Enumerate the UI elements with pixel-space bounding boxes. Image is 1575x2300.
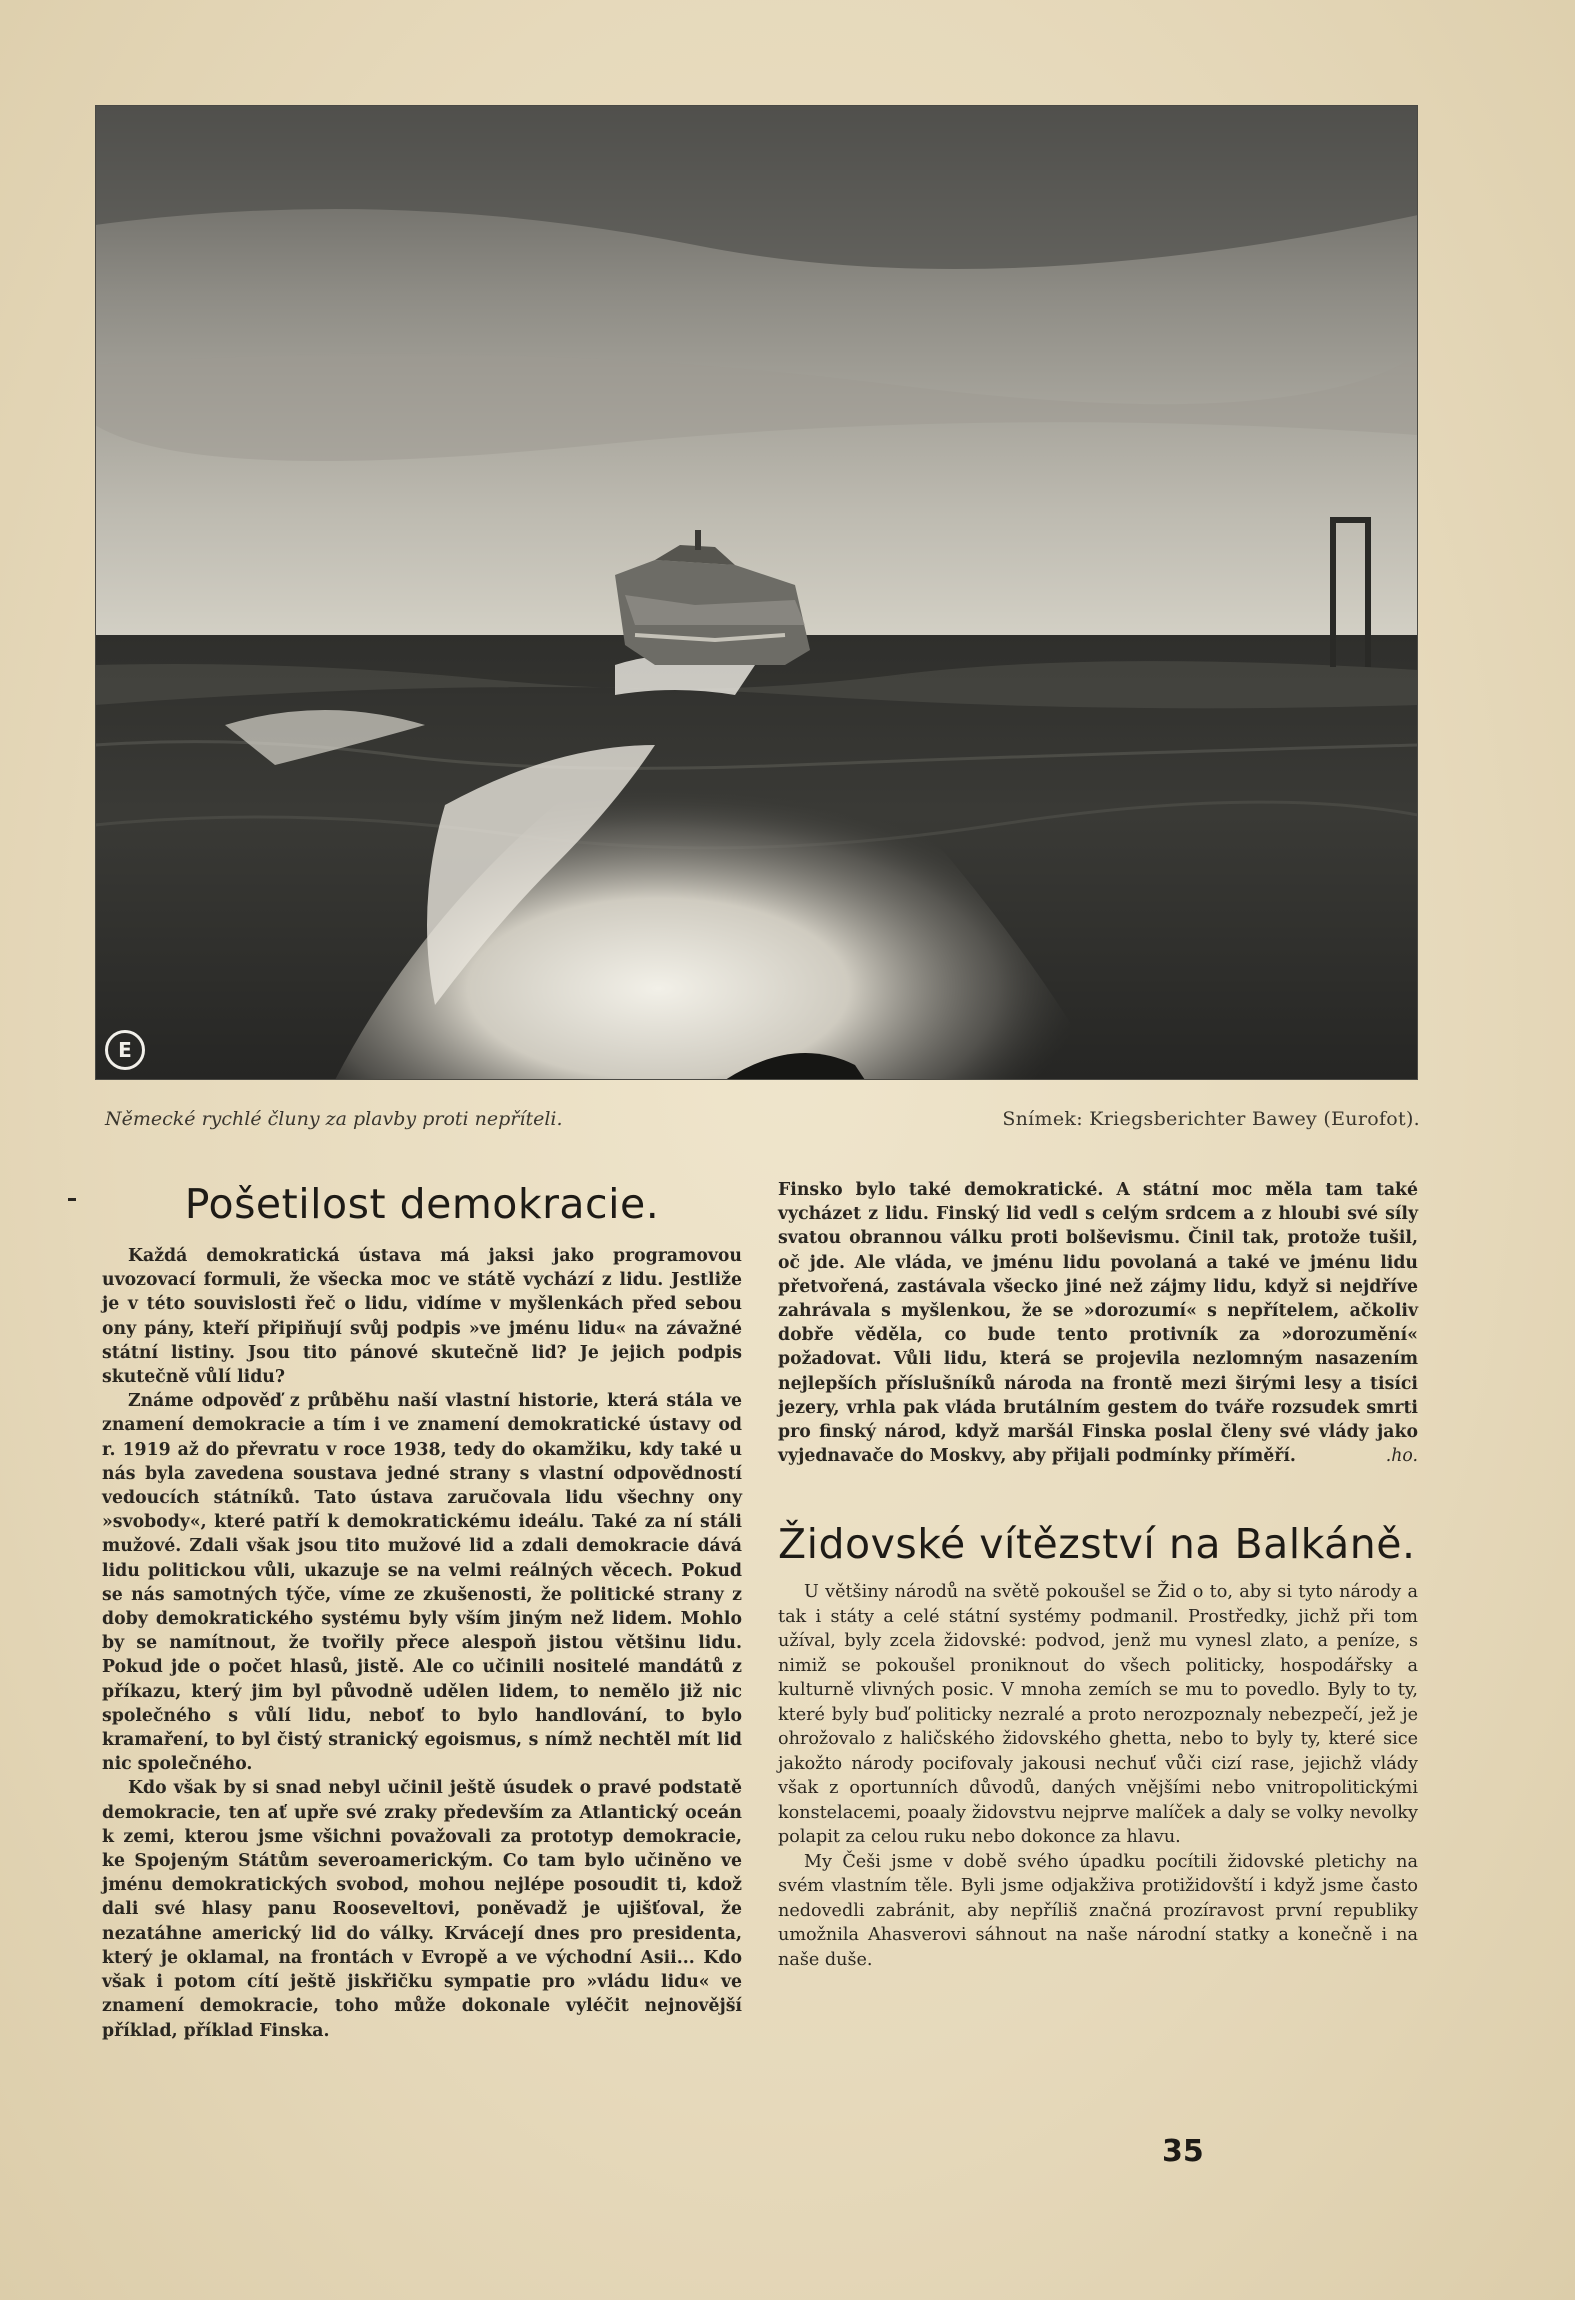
- caption-credit: Snímek: Kriegsberichter Bawey (Eurofot).: [1002, 1108, 1420, 1130]
- eurofot-logo: E: [105, 1030, 145, 1070]
- article-column-left: [102, 1178, 742, 2043]
- article2-title: Židovské vítězství na Balkáně.: [778, 1520, 1416, 1569]
- article1-paragraph-2: Známe odpověď z průběhu naší vlastní historie, která stála ve znamení demokracie a tím i ve znamení demokratické ústavy od r. 1919 až do převratu v roce 1938, tedy do okamžiku, kdy také u nás byla zavedena soustava jedné strany s vlastní odpovědností vedoucích státníků. Tato ústava zaručovala lidu všechny ony »svobody«, které patří k demokratickému ideálu. Také za ní stáli mužové. Zdali však jsou tito mužové lid a zdali demokracie dává lidu politickou vůli, ukazuje se na velmi reálných věcech. Pokud se nás samotných týče, víme ze zkušenosti, že politické strany z doby demokratického systému byly vším jiným než lidem. Mohlo by se namítnout, že tvořily přece alespoň jistou většinu lidu. Pokud jde o počet hlasů, jistě. Ale co učinili nositelé mandátů z příkazu, který jim byl původně udělen lidem, to nemělo již nic společného s vůlí lidu, neboť to bylo handlování, to bylo kramaření, to byl čistý stranický egoismus, s nímž nechtěl mít lid nic společného.: [102, 1391, 742, 1775]
- article1-title: Pošetilost demokracie.: [184, 1180, 660, 1228]
- photo-caption: [105, 1108, 1420, 1140]
- article1-continuation-block: [778, 1178, 1418, 1468]
- article-column-right: [778, 1178, 1418, 1972]
- page-number: 35: [1162, 2134, 1204, 2169]
- article1-signature: .ho.: [1385, 1446, 1418, 1467]
- photo-image: [95, 105, 1418, 1080]
- article1-paragraph-3: Kdo však by si snad nebyl učinil ještě úsudek o pravé podstatě demokracie, ten ať upře své zraky především za Atlantický oceán k zemi, kterou jsme všichni považovali za prototyp demokracie, ke Spojeným Státům severoamerickým. Co tam bylo učiněno ve jménu demokratických svobod, mohou nejlépe posoudit ti, kdož dali své hlasy panu Rooseveltovi, poněvadž je ujišťoval, že nezatáhne americký lid do války. Krvácejí dnes pro presidenta, který je oklamal, na frontách v Evropě a ve východní Asii... Kdo však i potom cítí ještě jiskřičku sympatie pro »vládu lidu« ve znamení demokracie, toho může dokonale vyléčit nejnovější příklad, příklad Finska.: [102, 1778, 742, 2041]
- article1-continuation: Finsko bylo také demokratické. A státní moc měla tam také vycházet z lidu. Finský lid vedl s celým srdcem a z hloubi své síly svatou obrannou válku proti bolševismu. Činil tak, protože tušil, oč jde. Ale vláda, ve jménu lidu povolaná a také ve jménu lidu přetvořená, zastávala všecko jiné než zájmy lidu, když si nejdříve zahrávala s myšlenkou, že se »dorozumí« s nepřítelem, ačkoliv dobře věděla, co bude tento protivník za »dorozumění« požadovat. Vůli lidu, která se projevila nezlomným nasazením nejlepších příslušníků národa na frontě mezi širými lesy a tisíci jezery, vrhla pak vláda brutálním gestem do tváře rozsudek smrti pro finský národ, když maršál Finska poslal členy své vlády jako vyjednavače do Moskvy, aby přijali podmínky příměří.: [778, 1180, 1418, 1467]
- article2-paragraph-1: U většiny národů na světě pokoušel se Žid o to, aby si tyto národy a tak i státy a celé státní systémy podmanil. Prostředky, jichž při tom užíval, byly zcela židovské: podvod, jenž mu vynesl zlato, a peníze, s nimiž se pokoušel proniknout do všech politicky, hospodářsky a kulturně vlivných posic. V mnoha zemích se mu to povedlo. Byly to ty, které byly buď politicky nezralé a proto nerozpoznaly nebezpečí, jež je ohrožovalo z haličského židovského ghetta, nebo to byly ty, které sice jakožto národy pocifovaly jakousi nechuť vůči cizí rase, jejichž vlády však z oportunních důvodů, daných vnějšími nebo vnitropolitickými konstelacemi, poaaly židovstvu nejprve malíček a daly se volky nevolky polapit za celou ruku nebo dokonce za hlavu.: [778, 1582, 1418, 1848]
- margin-mark: [68, 1198, 76, 1201]
- caption-description: Německé rychlé čluny za plavby proti nepříteli.: [105, 1108, 563, 1130]
- photo-torpedo-boats: [95, 105, 1418, 1080]
- article1-paragraph-1: Každá demokratická ústava má jaksi jako programovou uvozovací formuli, že všecka moc ve státě vychází z lidu. Jestliže je v této souvislosti řeč o lidu, vidíme v myšlenkách před sebou ony pány, kteří připiňují svůj podpis »ve jménu lidu« na závažné státní listiny. Jsou tito pánové skutečně lid? Je jejich podpis skutečně vůlí lidu?: [102, 1246, 742, 1388]
- article2-paragraph-2: My Češi jsme v době svého úpadku pocítili židovské pletichy na svém vlastním těle. Byli jsme odjakživa protižidovští i když jsme často nedovedli zabránit, aby nepříliš značná prozíravost první republiky umožnila Ahasverovi sáhnout na naše národní statky a konečně i na naše duše.: [778, 1851, 1418, 1970]
